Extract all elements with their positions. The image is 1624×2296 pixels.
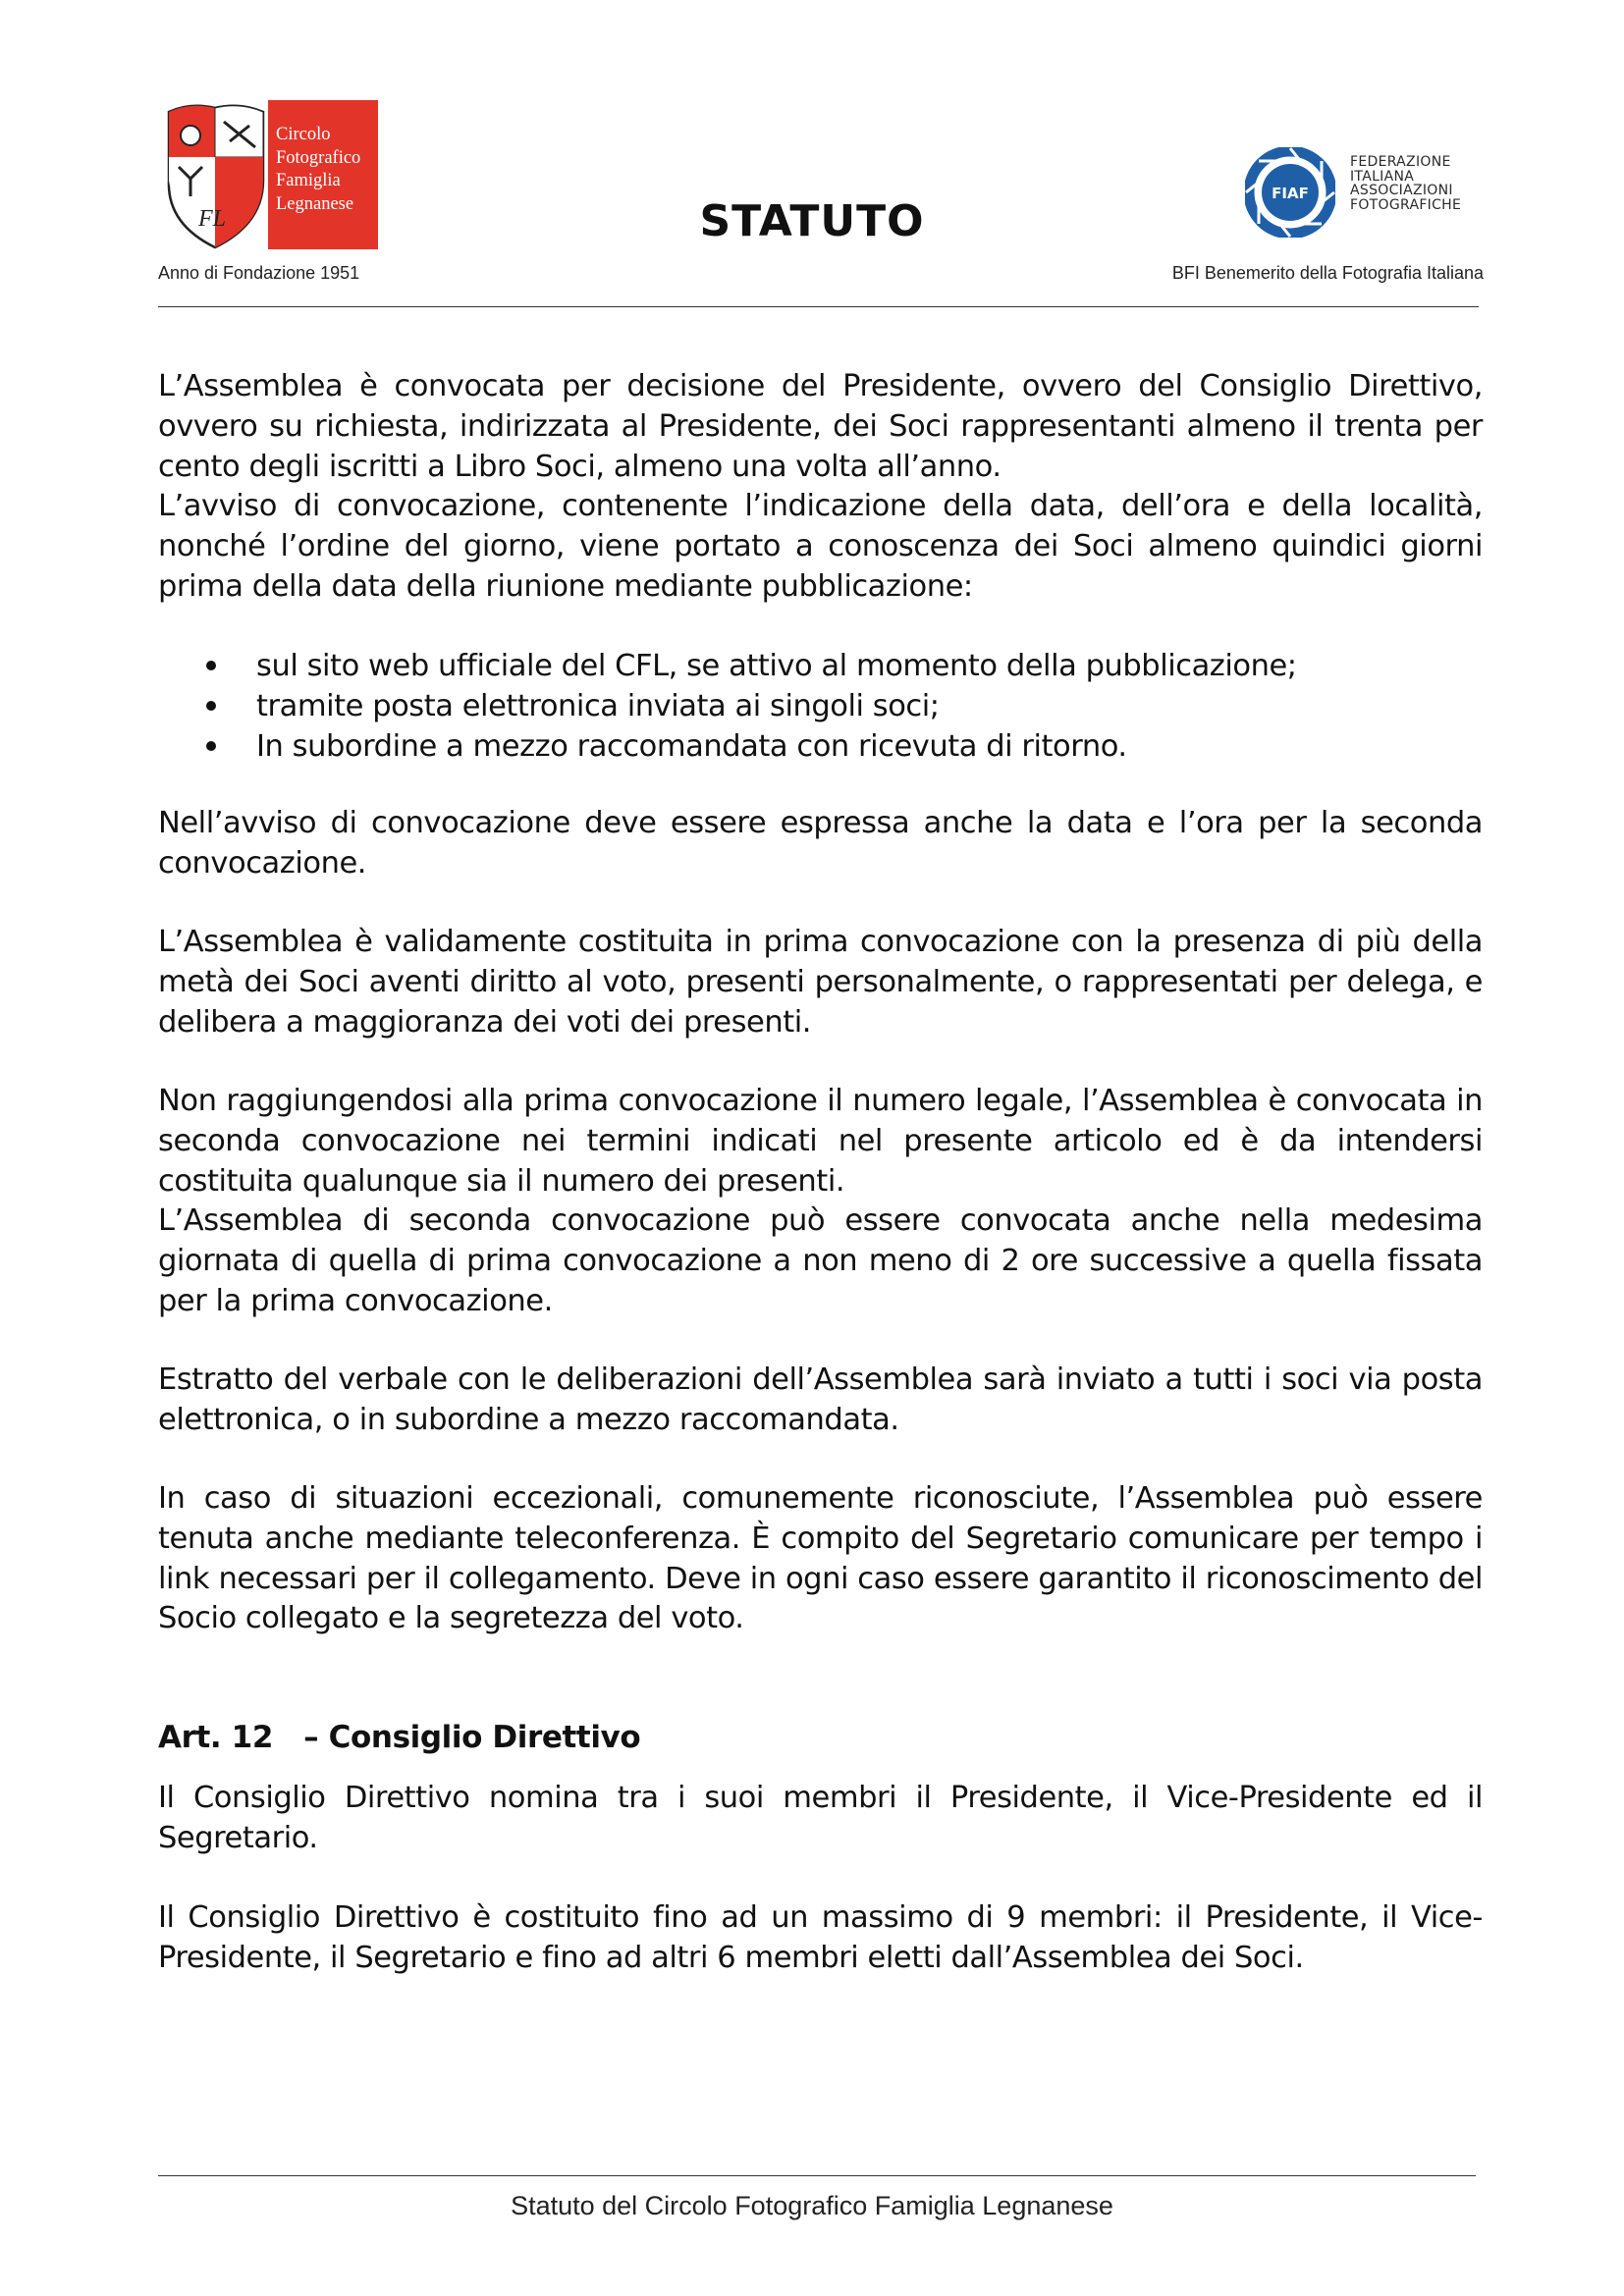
- bfi-honor: BFI Benemerito della Fotografia Italiana: [1171, 263, 1484, 283]
- document-title: STATUTO: [699, 196, 925, 246]
- paragraph: Il Consiglio Direttivo è costituito fino ad un massimo di 9 membri: il Presidente, il Vice-Presidente, il Segretario e fino ad altri 6 membri eletti dall’Assemblea dei Soci.: [158, 1900, 1483, 1975]
- bullet-icon: [206, 741, 216, 751]
- paragraph: L’Assemblea di seconda convocazione può essere convocata anche nella medesima giornata di quella di prima convocazione a non meno di 2 ore successive a quella fissata per la prima convocazione.: [158, 1203, 1483, 1318]
- fiaf-name-line: ASSOCIAZIONI: [1350, 183, 1453, 198]
- list-item: [158, 727, 1483, 768]
- article-heading: Art. 12 – Consiglio Direttivo: [158, 1720, 641, 1755]
- list-item: [158, 687, 1483, 727]
- footer-text: Statuto del Circolo Fotografico Famiglia Legnanese: [511, 2191, 1113, 2220]
- fiaf-name: [1350, 155, 1461, 212]
- bullet-icon: [206, 661, 216, 670]
- paragraph: Estratto del verbale con le deliberazioni dell’Assemblea sarà inviato a tutti i soci via posta elettronica, o in subordine a mezzo raccomandata.: [158, 1362, 1483, 1437]
- founding-year: Anno di Fondazione 1951: [158, 263, 360, 283]
- header-divider: [158, 306, 1479, 307]
- fiaf-logo: [1245, 147, 1335, 238]
- paragraph: L’Assemblea è validamente costituita in prima convocazione con la presenza di più della metà dei Soci aventi diritto al voto, presenti personalmente, o rappresentati per delega, e delibera a maggioranza dei voti dei presenti.: [158, 925, 1483, 1040]
- bullet-list: [158, 647, 1483, 767]
- paragraph: In caso di situazioni eccezionali, comunemente riconosciute, l’Assemblea può essere tenuta anche mediante teleconferenza. È compito del Segretario comunicare per tempo i link necessari per il collegamento. Deve in ogni caso essere garantito il riconoscimento del Socio collegato e la segretezza del voto.: [158, 1481, 1483, 1636]
- footer-divider: [158, 2175, 1476, 2176]
- logo-monogram: FL: [198, 206, 227, 232]
- fiaf-name-line: FEDERAZIONE: [1350, 154, 1451, 170]
- paragraph: L’Assemblea è convocata per decisione del Presidente, ovvero del Consiglio Direttivo, ovvero su richiesta, indirizzata al Presidente, dei Soci rappresentanti almeno il trenta per cento degli iscritti a Libro Soci, almeno una volta all’anno.: [158, 369, 1483, 484]
- club-name-line: Fotografico: [276, 147, 361, 168]
- fiaf-name-line: FOTOGRAFICHE: [1350, 196, 1462, 213]
- paragraph: L’avviso di convocazione, contenente l’indicazione della data, dell’ora e della località, nonché l’ordine del giorno, viene portato a conoscenza dei Soci almeno quindici giorni prima della data della riunione mediante pubblicazione:: [158, 489, 1483, 604]
- paragraph: Non raggiungendosi alla prima convocazione il numero legale, l’Assemblea è convocata in seconda convocazione nei termini indicati nel presente articolo ed è da intendersi costituita qualunque sia il numero dei presenti.: [158, 1084, 1483, 1199]
- paragraph: Nell’avviso di convocazione deve essere espressa anche la data e l’ora per la seconda convocazione.: [158, 806, 1483, 881]
- list-item: [158, 647, 1483, 687]
- paragraph: Il Consiglio Direttivo nomina tra i suoi membri il Presidente, il Vice-Presidente ed il Segretario.: [158, 1781, 1483, 1855]
- aperture-icon: [1245, 147, 1335, 238]
- club-name-line: Famiglia: [276, 171, 341, 190]
- list-item-text: In subordine a mezzo raccomandata con ricevuta di ritorno.: [256, 728, 1127, 764]
- list-item-text: sul sito web ufficiale del CFL, se attivo al momento della pubblicazione;: [256, 649, 1297, 683]
- fiaf-badge-text: FIAF: [1272, 185, 1309, 202]
- bullet-icon: [206, 701, 216, 711]
- club-name-line: Circolo: [276, 125, 331, 144]
- club-name-line: Legnanese: [276, 193, 354, 214]
- fiaf-name-line: ITALIANA: [1350, 168, 1415, 185]
- list-item-text: tramite posta elettronica inviata ai singoli soci;: [256, 688, 940, 723]
